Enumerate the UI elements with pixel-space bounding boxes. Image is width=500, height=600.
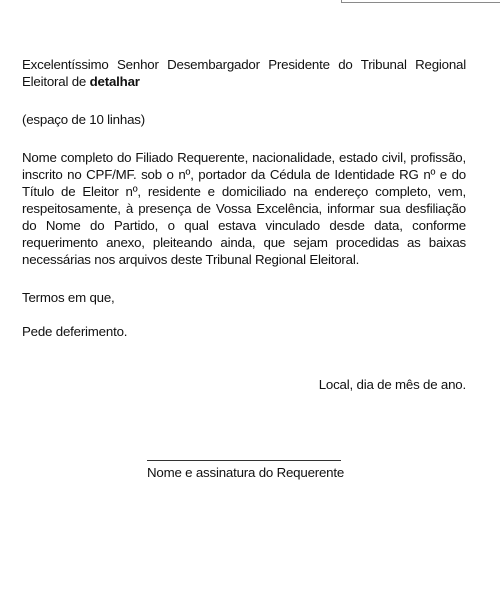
closing-terms: Termos em que, (22, 290, 115, 305)
addressee-text: Excelentíssimo Senhor Desembargador Presidente do Tribunal Regional Eleitoral de (22, 57, 466, 89)
top-corner-box (341, 0, 500, 3)
body-paragraph: Nome completo do Filiado Requerente, nacionalidade, estado civil, profissão, inscrito no CPF/MF. sob o nº, portador da Cédula de Identidade RG nº e do Título de Eleitor nº, residente e domiciliado na endereço completo, vem, respeitosamente, à presença de Vossa Excelência, informar sua desfiliação do Nome do Partido, o qual estava vinculado desde data, conforme requerimento anexo, pleiteando ainda, que sejam procedidas as baixas necessárias nos arquivos deste Tribunal Regional Eleitoral. (22, 150, 466, 267)
addressee-bold-text: detalhar (89, 74, 140, 89)
closing-request: Pede deferimento. (22, 324, 128, 339)
place-date: Local, dia de mês de ano. (318, 377, 466, 392)
document-body (22, 56, 466, 340)
signature-line (147, 460, 341, 461)
addressee (22, 56, 466, 90)
signature-label: Nome e assinatura do Requerente (147, 465, 345, 480)
spacing-note: (espaço de 10 linhas) (22, 112, 145, 127)
